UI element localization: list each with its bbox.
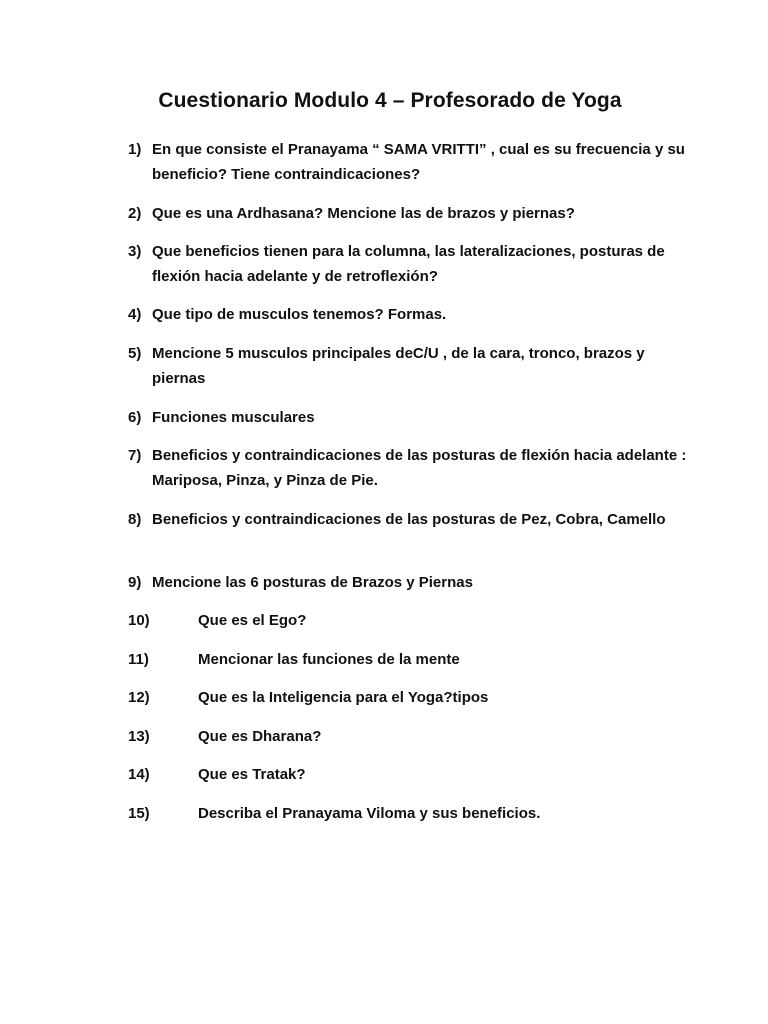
question-2 — [128, 201, 688, 226]
question-number: 5) — [128, 345, 142, 362]
question-number: 12) — [128, 689, 150, 706]
question-5 — [128, 341, 688, 391]
question-text: Funciones musculares — [152, 409, 315, 426]
question-number: 15) — [128, 805, 150, 822]
question-1 — [128, 137, 688, 187]
question-number: 14) — [128, 766, 150, 783]
question-number: 8) — [128, 511, 142, 528]
question-number: 4) — [128, 306, 142, 323]
question-number: 10) — [128, 612, 150, 629]
question-number: 1) — [128, 141, 142, 158]
question-number: 9) — [128, 574, 142, 591]
question-11 — [128, 647, 688, 672]
question-text: Que es el Ego? — [198, 612, 307, 629]
question-10 — [128, 608, 688, 633]
question-text: Que es Tratak? — [198, 766, 306, 783]
question-6 — [128, 405, 688, 430]
page-title: Cuestionario Modulo 4 – Profesorado de Yoga — [158, 89, 622, 112]
question-12 — [128, 685, 688, 710]
question-text: Mencionar las funciones de la mente — [198, 651, 460, 668]
question-text: En que consiste el Pranayama “ SAMA VRITTI” , cual es su frecuencia y su beneficio? Tiene contraindicaciones? — [152, 141, 685, 183]
question-number: 11) — [128, 651, 149, 668]
question-text: Que es una Ardhasana? Mencione las de brazos y piernas? — [152, 205, 575, 222]
question-15 — [128, 801, 688, 826]
question-text: Describa el Pranayama Viloma y sus beneficios. — [198, 805, 541, 822]
question-9 — [128, 570, 688, 595]
question-number: 6) — [128, 409, 142, 426]
question-text: Mencione las 6 posturas de Brazos y Piernas — [152, 574, 473, 591]
question-13 — [128, 724, 688, 749]
question-text: Beneficios y contraindicaciones de las posturas de Pez, Cobra, Camello — [152, 511, 666, 528]
question-text: Beneficios y contraindicaciones de las posturas de flexión hacia adelante : Mariposa, Pinza, y Pinza de Pie. — [152, 447, 687, 489]
question-3 — [128, 239, 688, 289]
question-text: Que beneficios tienen para la columna, las lateralizaciones, posturas de flexión hacia adelante y de retroflexión? — [152, 243, 665, 285]
question-number: 13) — [128, 728, 150, 745]
question-text: Que es Dharana? — [198, 728, 322, 745]
question-4 — [128, 302, 688, 327]
question-number: 7) — [128, 447, 142, 464]
question-number: 2) — [128, 205, 142, 222]
question-7 — [128, 443, 688, 493]
question-text: Que es la Inteligencia para el Yoga?tipos — [198, 689, 489, 706]
question-text: Mencione 5 musculos principales deC/U , de la cara, tronco, brazos y piernas — [152, 345, 645, 387]
question-8 — [128, 507, 688, 532]
question-text: Que tipo de musculos tenemos? Formas. — [152, 306, 447, 323]
question-14 — [128, 762, 688, 787]
question-number: 3) — [128, 243, 142, 260]
